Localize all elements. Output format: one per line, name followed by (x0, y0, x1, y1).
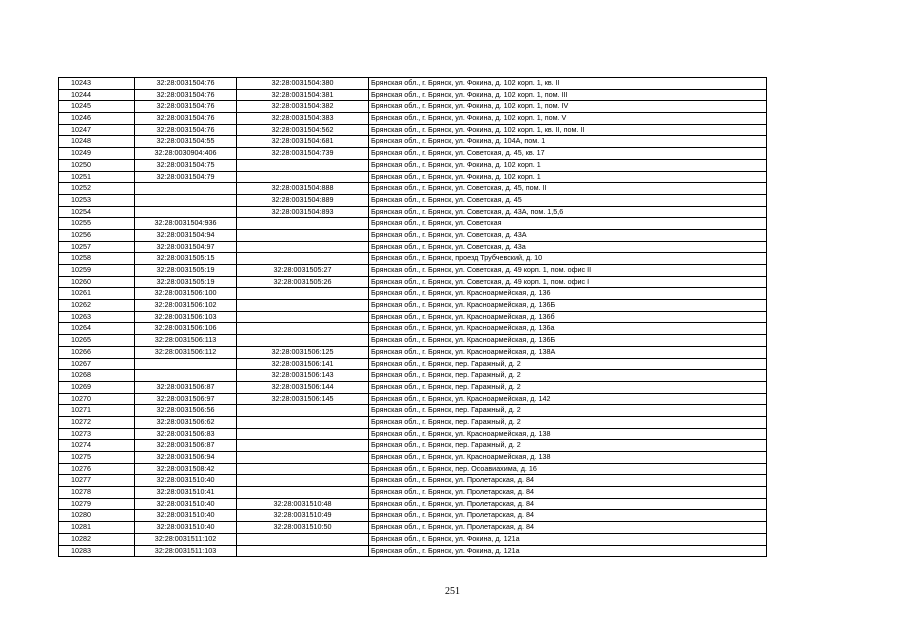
address-cell: Брянская обл., г. Брянск, ул. Фокина, д. 102 корп. 1, пом. III (369, 89, 767, 101)
table-row (59, 194, 767, 206)
address-cell: Брянская обл., г. Брянск, ул. Фокина, д. 121а (369, 545, 767, 557)
address-cell: Брянская обл., г. Брянск, ул. Советская, д. 45, кв. 17 (369, 148, 767, 160)
address-cell: Брянская обл., г. Брянск, ул. Советская, д. 43а (369, 241, 767, 253)
row-number-cell: 10251 (59, 171, 135, 183)
address-cell: Брянская обл., г. Брянск, ул. Фокина, д. 102 корп. 1, пом. V (369, 113, 767, 125)
table-row (59, 300, 767, 312)
table-row (59, 440, 767, 452)
address-cell: Брянская обл., г. Брянск, ул. Пролетарская, д. 84 (369, 522, 767, 534)
object-number-cell (237, 428, 369, 440)
address-cell: Брянская обл., г. Брянск, пер. Гаражный, д. 2 (369, 370, 767, 382)
cadastral-table (58, 77, 767, 557)
object-number-cell (237, 452, 369, 464)
object-number-cell (237, 171, 369, 183)
object-number-cell (237, 288, 369, 300)
table-row (59, 288, 767, 300)
table-row (59, 78, 767, 90)
table-row (59, 381, 767, 393)
object-number-cell: 32:28:0031505:27 (237, 265, 369, 277)
object-number-cell (237, 229, 369, 241)
cadastral-number-cell: 32:28:0031510:40 (135, 522, 237, 534)
address-cell: Брянская обл., г. Брянск, ул. Советская, д. 45 (369, 194, 767, 206)
address-cell: Брянская обл., г. Брянск, ул. Советская, д. 49 корп. 1, пом. офис I (369, 276, 767, 288)
object-number-cell: 32:28:0031510:50 (237, 522, 369, 534)
cadastral-number-cell: 32:28:0031506:87 (135, 440, 237, 452)
row-number-cell: 10249 (59, 148, 135, 160)
address-cell: Брянская обл., г. Брянск, ул. Фокина, д. 102 корп. 1 (369, 171, 767, 183)
table-row (59, 428, 767, 440)
object-number-cell (237, 323, 369, 335)
row-number-cell: 10258 (59, 253, 135, 265)
cadastral-number-cell: 32:28:0031506:100 (135, 288, 237, 300)
address-cell: Брянская обл., г. Брянск, ул. Пролетарская, д. 84 (369, 487, 767, 499)
table-row (59, 346, 767, 358)
row-number-cell: 10263 (59, 311, 135, 323)
object-number-cell: 32:28:0031504:888 (237, 183, 369, 195)
address-cell: Брянская обл., г. Брянск, ул. Фокина, д. 102 корп. 1, пом. IV (369, 101, 767, 113)
row-number-cell: 10253 (59, 194, 135, 206)
cadastral-number-cell: 32:28:0031504:55 (135, 136, 237, 148)
table-row (59, 533, 767, 545)
cadastral-number-cell: 32:28:0031506:102 (135, 300, 237, 312)
row-number-cell: 10282 (59, 533, 135, 545)
object-number-cell: 32:28:0031504:739 (237, 148, 369, 160)
table-row (59, 124, 767, 136)
row-number-cell: 10283 (59, 545, 135, 557)
address-cell: Брянская обл., г. Брянск, ул. Красноармейская, д. 136Б (369, 300, 767, 312)
table-row (59, 159, 767, 171)
table-row (59, 101, 767, 113)
cadastral-number-cell: 32:28:0031511:103 (135, 545, 237, 557)
row-number-cell: 10279 (59, 498, 135, 510)
table-row (59, 148, 767, 160)
cadastral-number-cell: 32:28:0031506:113 (135, 335, 237, 347)
table-row (59, 206, 767, 218)
object-number-cell: 32:28:0031504:382 (237, 101, 369, 113)
address-cell: Брянская обл., г. Брянск, ул. Советская, д. 43А (369, 229, 767, 241)
address-cell: Брянская обл., г. Брянск, пер. Гаражный, д. 2 (369, 381, 767, 393)
row-number-cell: 10244 (59, 89, 135, 101)
table-row (59, 229, 767, 241)
cadastral-number-cell (135, 206, 237, 218)
table-row (59, 241, 767, 253)
cadastral-number-cell: 32:28:0031506:62 (135, 416, 237, 428)
cadastral-number-cell: 32:28:0031510:40 (135, 475, 237, 487)
row-number-cell: 10275 (59, 452, 135, 464)
cadastral-number-cell: 32:28:0031508:42 (135, 463, 237, 475)
address-cell: Брянская обл., г. Брянск, ул. Красноармейская, д. 138А (369, 346, 767, 358)
cadastral-number-cell: 32:28:0031504:76 (135, 101, 237, 113)
table-row (59, 253, 767, 265)
table-row (59, 463, 767, 475)
object-number-cell (237, 416, 369, 428)
address-cell: Брянская обл., г. Брянск, ул. Пролетарская, д. 84 (369, 510, 767, 522)
cadastral-number-cell: 32:28:0031506:112 (135, 346, 237, 358)
address-cell: Брянская обл., г. Брянск, ул. Пролетарская, д. 84 (369, 475, 767, 487)
table-row (59, 358, 767, 370)
row-number-cell: 10267 (59, 358, 135, 370)
row-number-cell: 10246 (59, 113, 135, 125)
row-number-cell: 10245 (59, 101, 135, 113)
table-row (59, 370, 767, 382)
address-cell: Брянская обл., г. Брянск, пер. Гаражный, д. 2 (369, 405, 767, 417)
address-cell: Брянская обл., г. Брянск, ул. Красноармейская, д. 136Б (369, 335, 767, 347)
row-number-cell: 10270 (59, 393, 135, 405)
address-cell: Брянская обл., г. Брянск, ул. Советская, д. 43А, пом. 1,5,6 (369, 206, 767, 218)
row-number-cell: 10262 (59, 300, 135, 312)
table-row (59, 393, 767, 405)
address-cell: Брянская обл., г. Брянск, ул. Фокина, д. 104А, пом. 1 (369, 136, 767, 148)
row-number-cell: 10248 (59, 136, 135, 148)
cadastral-number-cell: 32:28:0031510:41 (135, 487, 237, 499)
row-number-cell: 10273 (59, 428, 135, 440)
row-number-cell: 10269 (59, 381, 135, 393)
address-cell: Брянская обл., г. Брянск, пер. Гаражный, д. 2 (369, 416, 767, 428)
table-row (59, 475, 767, 487)
object-number-cell: 32:28:0031504:380 (237, 78, 369, 90)
row-number-cell: 10257 (59, 241, 135, 253)
address-cell: Брянская обл., г. Брянск, ул. Пролетарская, д. 84 (369, 498, 767, 510)
object-number-cell: 32:28:0031504:383 (237, 113, 369, 125)
cadastral-number-cell: 32:28:0031504:76 (135, 78, 237, 90)
table-row (59, 405, 767, 417)
object-number-cell: 32:28:0031506:141 (237, 358, 369, 370)
cadastral-number-cell: 32:28:0031504:936 (135, 218, 237, 230)
address-cell: Брянская обл., г. Брянск, ул. Красноармейская, д. 136б (369, 311, 767, 323)
address-cell: Брянская обл., г. Брянск, ул. Фокина, д. 102 корп. 1, кв. II (369, 78, 767, 90)
row-number-cell: 10252 (59, 183, 135, 195)
object-number-cell: 32:28:0031504:893 (237, 206, 369, 218)
cadastral-number-cell: 32:28:0031511:102 (135, 533, 237, 545)
row-number-cell: 10250 (59, 159, 135, 171)
cadastral-number-cell (135, 194, 237, 206)
cadastral-number-cell (135, 370, 237, 382)
object-number-cell (237, 159, 369, 171)
cadastral-number-cell: 32:28:0031506:103 (135, 311, 237, 323)
table-row (59, 183, 767, 195)
cadastral-number-cell: 32:28:0031504:76 (135, 113, 237, 125)
cadastral-number-cell: 32:28:0031510:40 (135, 510, 237, 522)
address-cell: Брянская обл., г. Брянск, ул. Советская, д. 49 корп. 1, пом. офис II (369, 265, 767, 277)
address-cell: Брянская обл., г. Брянск, ул. Красноармейская, д. 142 (369, 393, 767, 405)
table-row (59, 323, 767, 335)
cadastral-number-cell: 32:28:0031506:83 (135, 428, 237, 440)
cadastral-number-cell: 32:28:0031506:56 (135, 405, 237, 417)
cadastral-number-cell: 32:28:0031504:79 (135, 171, 237, 183)
address-cell: Брянская обл., г. Брянск, ул. Красноармейская, д. 138 (369, 428, 767, 440)
object-number-cell (237, 440, 369, 452)
table-row (59, 218, 767, 230)
address-cell: Брянская обл., г. Брянск, пер. Гаражный, д. 2 (369, 440, 767, 452)
cadastral-number-cell: 32:28:0031504:97 (135, 241, 237, 253)
object-number-cell: 32:28:0031510:48 (237, 498, 369, 510)
object-number-cell (237, 241, 369, 253)
cadastral-number-cell: 32:28:0031504:76 (135, 124, 237, 136)
object-number-cell (237, 253, 369, 265)
object-number-cell: 32:28:0031504:889 (237, 194, 369, 206)
row-number-cell: 10260 (59, 276, 135, 288)
table-row (59, 311, 767, 323)
address-cell: Брянская обл., г. Брянск, ул. Фокина, д. 121а (369, 533, 767, 545)
row-number-cell: 10261 (59, 288, 135, 300)
address-cell: Брянская обл., г. Брянск, проезд Трубчевский, д. 10 (369, 253, 767, 265)
object-number-cell: 32:28:0031510:49 (237, 510, 369, 522)
cadastral-number-cell: 32:28:0031506:94 (135, 452, 237, 464)
table-row (59, 545, 767, 557)
address-cell: Брянская обл., г. Брянск, пер. Гаражный, д. 2 (369, 358, 767, 370)
table-row (59, 487, 767, 499)
row-number-cell: 10278 (59, 487, 135, 499)
row-number-cell: 10280 (59, 510, 135, 522)
object-number-cell (237, 545, 369, 557)
table-row (59, 136, 767, 148)
object-number-cell: 32:28:0031506:125 (237, 346, 369, 358)
row-number-cell: 10276 (59, 463, 135, 475)
table-row (59, 510, 767, 522)
object-number-cell: 32:28:0031506:145 (237, 393, 369, 405)
cadastral-number-cell: 32:28:0031504:94 (135, 229, 237, 241)
address-cell: Брянская обл., г. Брянск, ул. Советская, д. 45, пом. II (369, 183, 767, 195)
cadastral-number-cell: 32:28:0031505:19 (135, 265, 237, 277)
row-number-cell: 10255 (59, 218, 135, 230)
row-number-cell: 10274 (59, 440, 135, 452)
table-row (59, 113, 767, 125)
table-row (59, 171, 767, 183)
object-number-cell (237, 533, 369, 545)
table-row (59, 335, 767, 347)
cadastral-number-cell: 32:28:0031505:19 (135, 276, 237, 288)
table-row (59, 89, 767, 101)
cadastral-number-cell: 32:28:0031506:106 (135, 323, 237, 335)
table-row (59, 276, 767, 288)
row-number-cell: 10272 (59, 416, 135, 428)
row-number-cell: 10266 (59, 346, 135, 358)
object-number-cell: 32:28:0031504:681 (237, 136, 369, 148)
object-number-cell (237, 218, 369, 230)
row-number-cell: 10256 (59, 229, 135, 241)
cadastral-number-cell (135, 183, 237, 195)
cadastral-number-cell (135, 358, 237, 370)
row-number-cell: 10243 (59, 78, 135, 90)
row-number-cell: 10281 (59, 522, 135, 534)
object-number-cell: 32:28:0031506:144 (237, 381, 369, 393)
row-number-cell: 10247 (59, 124, 135, 136)
object-number-cell (237, 475, 369, 487)
table-body (59, 78, 767, 557)
object-number-cell (237, 463, 369, 475)
table-row (59, 265, 767, 277)
row-number-cell: 10271 (59, 405, 135, 417)
cadastral-number-cell: 32:28:0031506:97 (135, 393, 237, 405)
row-number-cell: 10264 (59, 323, 135, 335)
cadastral-number-cell: 32:28:0031504:75 (135, 159, 237, 171)
object-number-cell (237, 487, 369, 499)
object-number-cell: 32:28:0031504:562 (237, 124, 369, 136)
row-number-cell: 10268 (59, 370, 135, 382)
object-number-cell (237, 405, 369, 417)
table-row (59, 498, 767, 510)
object-number-cell: 32:28:0031504:381 (237, 89, 369, 101)
address-cell: Брянская обл., г. Брянск, ул. Фокина, д. 102 корп. 1, кв. II, пом. II (369, 124, 767, 136)
object-number-cell (237, 335, 369, 347)
address-cell: Брянская обл., г. Брянск, ул. Фокина, д. 102 корп. 1 (369, 159, 767, 171)
row-number-cell: 10254 (59, 206, 135, 218)
cadastral-number-cell: 32:28:0031504:76 (135, 89, 237, 101)
object-number-cell (237, 300, 369, 312)
address-cell: Брянская обл., г. Брянск, ул. Красноармейская, д. 136а (369, 323, 767, 335)
row-number-cell: 10277 (59, 475, 135, 487)
object-number-cell (237, 311, 369, 323)
row-number-cell: 10259 (59, 265, 135, 277)
address-cell: Брянская обл., г. Брянск, ул. Советская (369, 218, 767, 230)
address-cell: Брянская обл., г. Брянск, пер. Осоавиахима, д. 16 (369, 463, 767, 475)
cadastral-number-cell: 32:28:0031506:87 (135, 381, 237, 393)
cadastral-number-cell: 32:28:0031505:15 (135, 253, 237, 265)
address-cell: Брянская обл., г. Брянск, ул. Красноармейская, д. 136 (369, 288, 767, 300)
cadastral-number-cell: 32:28:0030904:406 (135, 148, 237, 160)
table-row (59, 452, 767, 464)
address-cell: Брянская обл., г. Брянск, ул. Красноармейская, д. 138 (369, 452, 767, 464)
cadastral-number-cell: 32:28:0031510:40 (135, 498, 237, 510)
page-number: 251 (445, 586, 460, 597)
table-row (59, 522, 767, 534)
table-row (59, 416, 767, 428)
object-number-cell: 32:28:0031506:143 (237, 370, 369, 382)
row-number-cell: 10265 (59, 335, 135, 347)
object-number-cell: 32:28:0031505:26 (237, 276, 369, 288)
